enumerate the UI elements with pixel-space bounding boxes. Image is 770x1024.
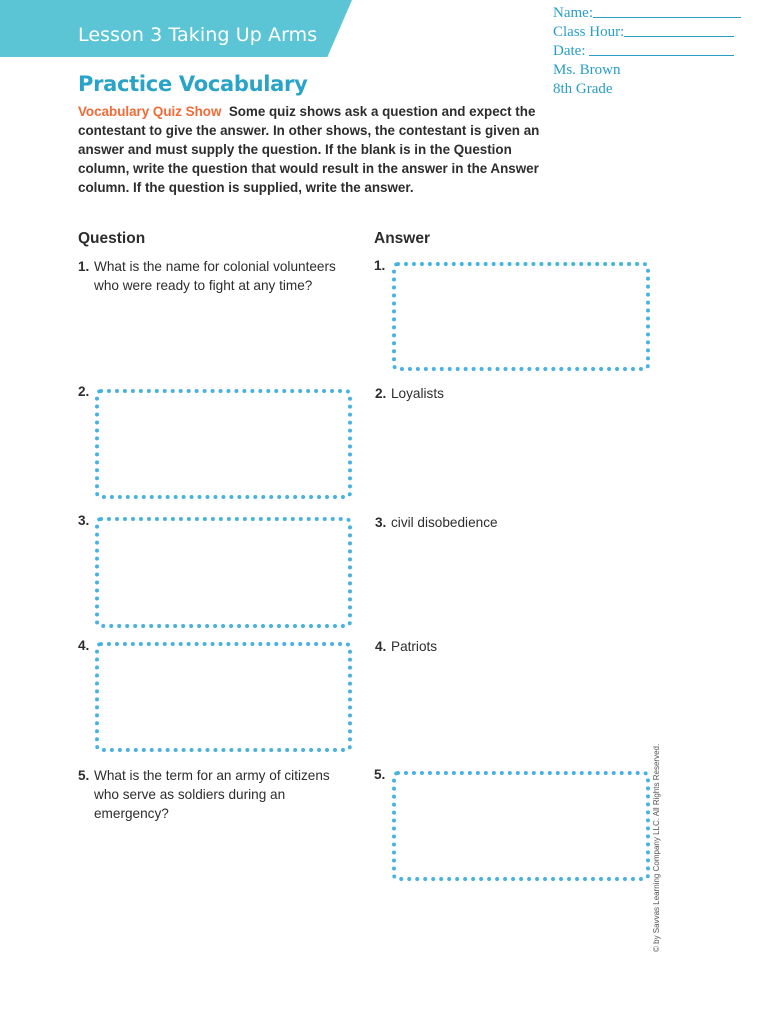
question-3-number: 3. bbox=[78, 513, 90, 528]
answer-2-text: Loyalists bbox=[391, 386, 444, 401]
date-label: Date: bbox=[553, 43, 586, 59]
answer-4 bbox=[375, 637, 438, 656]
instructions bbox=[78, 102, 558, 197]
answer-4-number: 4. bbox=[375, 639, 387, 654]
answer-5-box[interactable] bbox=[392, 771, 650, 881]
answer-3-number: 3. bbox=[375, 515, 387, 530]
class-hour-field[interactable] bbox=[628, 23, 734, 37]
answer-2-number: 2. bbox=[375, 386, 387, 401]
answer-column-header: Answer bbox=[374, 230, 430, 247]
instructions-body: Some quiz shows ask a question and expect the contestant to give the answer. In other shows, the contestant is given an answer and must supply the question. If the blank is in the Question column, write the question that would result in the answer in the Answer column. If the question is supplied, write the answer. bbox=[78, 104, 540, 195]
question-1 bbox=[78, 257, 344, 295]
question-column-header: Question bbox=[78, 230, 146, 247]
name-field[interactable] bbox=[593, 4, 741, 18]
answer-3-text: civil disobedience bbox=[391, 515, 498, 530]
copyright-notice: © by Savvas Learning Company LLC. All Rights Reserved. bbox=[652, 743, 661, 952]
name-label: Name: bbox=[553, 5, 593, 21]
date-field[interactable] bbox=[589, 42, 734, 56]
question-5-text: What is the term for an army of citizens who serve as soldiers during an emergency? bbox=[94, 768, 330, 821]
instructions-lead: Vocabulary Quiz Show bbox=[78, 104, 222, 119]
answer-1-number: 1. bbox=[374, 258, 386, 273]
question-2-number: 2. bbox=[78, 384, 90, 399]
answer-2 bbox=[375, 384, 444, 403]
name-row bbox=[553, 4, 741, 23]
date-row bbox=[553, 42, 741, 61]
question-3-box[interactable] bbox=[95, 517, 352, 628]
question-1-number: 1. bbox=[78, 259, 90, 274]
answer-3 bbox=[375, 513, 498, 532]
question-4-box[interactable] bbox=[95, 642, 352, 752]
page-title: Practice Vocabulary bbox=[78, 72, 308, 96]
question-4-number: 4. bbox=[78, 638, 90, 653]
question-1-text: What is the name for colonial volunteers who were ready to fight at any time? bbox=[94, 259, 336, 293]
grade-level: 8th Grade bbox=[553, 81, 613, 97]
answer-5-number: 5. bbox=[374, 767, 386, 782]
class-hour-row bbox=[553, 23, 741, 42]
lesson-title: Lesson 3 Taking Up Arms bbox=[78, 24, 318, 46]
student-info bbox=[553, 4, 741, 99]
question-5 bbox=[78, 766, 344, 823]
question-5-number: 5. bbox=[78, 768, 90, 783]
answer-1-box[interactable] bbox=[392, 262, 650, 371]
answer-4-text: Patriots bbox=[391, 639, 438, 654]
question-2-box[interactable] bbox=[95, 389, 352, 499]
teacher-name: Ms. Brown bbox=[553, 62, 621, 78]
class-hour-label: Class Hour: bbox=[553, 24, 625, 40]
